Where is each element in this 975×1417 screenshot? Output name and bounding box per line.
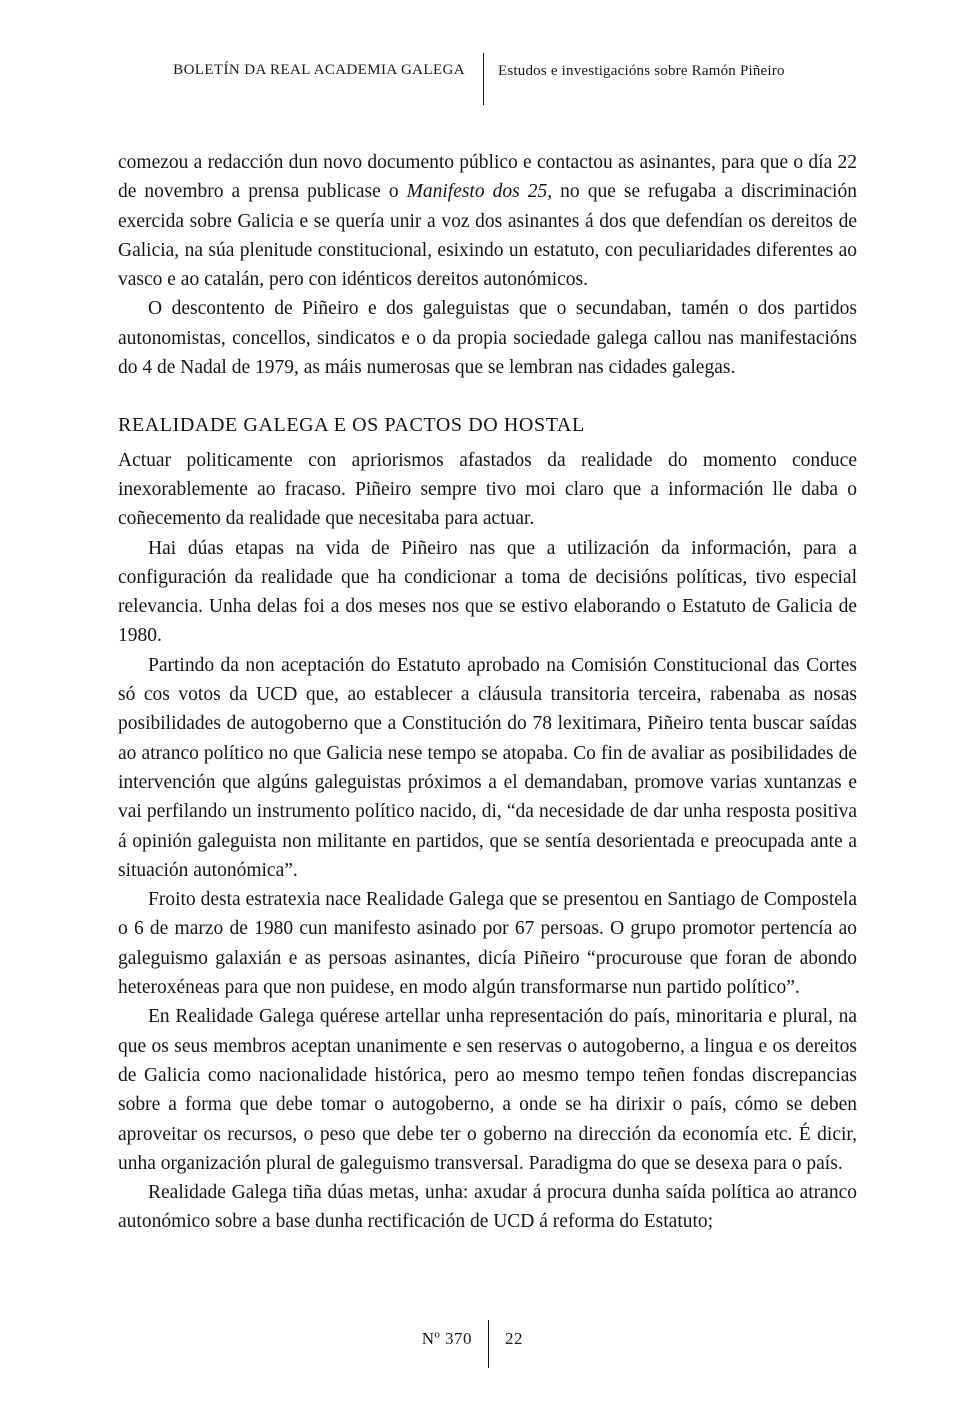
paragraph: Hai dúas etapas na vida de Piñeiro nas que a utilización da información, para a configuración da realidade que ha condicionar a toma de decisións políticas, tivo especial relevancia. Unha delas foi a dos meses nos que se estivo elaborando o Estatuto de Galicia de 1980. [118, 537, 857, 647]
paragraph-text: comezou a redacción dun novo documento público e contactou as asinantes, para que o día 22 de novembro a prensa publicase o [118, 152, 857, 203]
footer-divider [488, 1320, 489, 1368]
paragraph: O descontento de Piñeiro e dos galeguistas que o secundaban, tamén o dos partidos autonomistas, concellos, sindicatos e o da propia sociedade galega callou nas manifestacións do 4 de Nadal de 1979, as máis numerosas que se lembran nas cidades galegas. [118, 298, 857, 379]
article-body [118, 148, 857, 1237]
section-heading: REALIDADE GALEGA E OS PACTOS DO HOSTAL [118, 414, 585, 437]
issue-number: Nº 370 [421, 1329, 472, 1348]
journal-title: BOLETÍN DA REAL ACADEMIA GALEGA [173, 62, 465, 78]
issue-subtitle: Estudos e investigacións sobre Ramón Piñeiro [498, 63, 785, 79]
paragraph: Froito desta estratexia nace Realidade Galega que se presentou en Santiago de Compostela o 6 de marzo de 1980 cun manifesto asinado por 67 persoas. O grupo promotor pertencía ao galeguismo galaxián e as persoas asinantes, dicía Piñeiro “procurouse que foran de abondo heteroxéneas para que non puidese, en modo algún transformarse nun partido político”. [118, 889, 857, 999]
paragraph: En Realidade Galega quérese artellar unha representación do país, minoritaria e plural, na que os seus membros aceptan unanimente e sen reservas o autogoberno, a lingua e os dereitos de Galicia como nacionalidade histórica, pero ao mesmo tempo teñen fondas discrepancias sobre a forma que debe tomar o autogoberno, a onde se ha dirixir o país, cómo se deben aproveitar os recursos, o peso que debe ter o goberno na dirección da economía etc. É dicir, unha organización plural de galeguismo transversal. Paradigma do que se desexa para o país. [118, 1006, 857, 1174]
header-divider [483, 53, 484, 105]
paragraph-text: , no que se refugaba a discriminación exercida sobre Galicia e se quería unir a voz dos asinantes á dos que defendían os dereitos de Galicia, na súa plenitude constitucional, esixindo un estatuto, con peculiaridades diferentes ao vasco e ao catalán, pero con idénticos dereitos autonómicos. [118, 181, 857, 291]
italic-title: Manifesto dos 25 [406, 181, 548, 203]
page-number: 22 [505, 1329, 523, 1348]
paragraph: Partindo da non aceptación do Estatuto aprobado na Comisión Constitucional das Cortes só cos votos da UCD que, ao establecer a cláusula transitoria terceira, rabenaba as nosas posibilidades de autogoberno que a Constitución do 78 lexitimara, Piñeiro tenta buscar saídas ao atranco político no que Galicia nese tempo se atopaba. Co fin de avaliar as posibilidades de intervención que algúns galeguistas próximos a el demandaban, promove varias xuntanzas e vai perfilando un instrumento político nacido, di, “da necesidade de dar unha resposta positiva á opinión galeguista non militante en partidos, que se sentía desorientada e preocupada ante a situación autonómica”. [118, 654, 857, 881]
paragraph: Realidade Galega tiña dúas metas, unha: axudar á procura dunha saída política ao atranco autonómico sobre a base dunha rectificación de UCD á reforma do Estatuto; [118, 1182, 857, 1233]
paragraph: Actuar politicamente con apriorismos afastados da realidade do momento conduce inexorablemente ao fracaso. Piñeiro sempre tivo moi claro que a información lle daba o coñecemento da realidade que necesitaba para actuar. [118, 449, 857, 530]
paragraph [118, 148, 857, 294]
